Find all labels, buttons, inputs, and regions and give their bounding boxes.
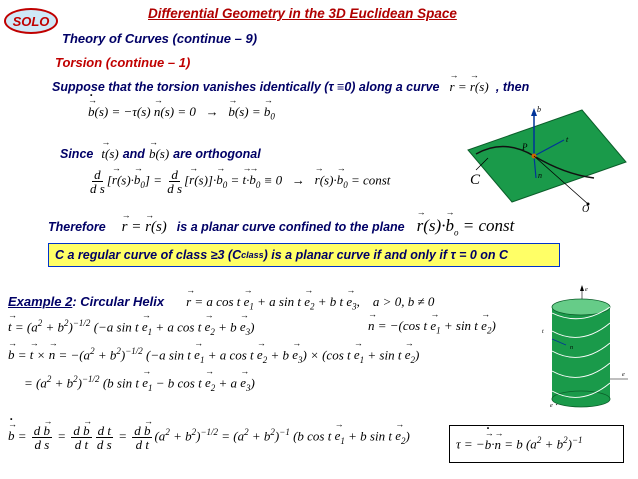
and-text: and	[122, 147, 145, 161]
binormal-derivative-formula: → b · = $\frac{d \to b}{\text{d s}}$ = $\frac{d \to b}{\text{d t}}$ $\frac{\text{d t}}{\text{d s}}$ = $\frac{d \to b}{\text{d t}}$ $(a^2 + b^2)^{-1/2} = (a^2 + b^2)^{-1}$ (b $\cos t \to e_1 + b$ $\sin t \to e_2$)	[8, 424, 410, 451]
section-heading: Theory of Curves (continue – 9)	[62, 31, 258, 46]
svg-text:e: e	[622, 372, 625, 378]
solo-logo-text: SOLO	[12, 13, 50, 29]
svg-text:t: t	[542, 329, 544, 335]
therefore-text: Therefore	[48, 220, 106, 234]
origin-label: O	[582, 204, 590, 214]
derivative-formula: $\frac{d}{\text{d s}}$ [→ $r(s)\cdot\to b_0$] = $\frac{d}{\text{d s}}$ [→ $r(s)]\cdot\to b_0$ = → $t\cdot\to b_0 \equiv 0$ → → $r(s)\cdot\to b_0$ = const	[88, 168, 390, 195]
planar-curve-formula: → r = → r(s)	[122, 219, 167, 235]
slide-title: Differential Geometry in the 3D Euclidean Space	[148, 6, 457, 21]
point-p-label: P	[522, 142, 528, 152]
torsion-result-formula: τ = −→ b ··→ n = b $(a^2 + b^2)^{-1}$	[456, 435, 583, 452]
tangent-symbol: → t(s)	[101, 146, 118, 161]
circular-helix-figure	[532, 283, 632, 419]
plane-equation: → $r(s)\cdot\to b_o$ = const	[417, 216, 515, 235]
example-label: Example 2	[8, 294, 73, 309]
example-name: : Circular Helix	[72, 294, 165, 309]
suppose-text: Suppose that the torsion vanishes identically (τ ≡0) along a curve	[52, 80, 440, 94]
svg-text:b: b	[537, 105, 541, 114]
svg-text:e: e	[585, 287, 588, 293]
solo-logo	[4, 8, 58, 34]
binormal-symbol: → b(s)	[149, 146, 169, 161]
subsection-heading: Torsion (continue – 1)	[55, 55, 191, 70]
helix-binormal-result: = $(a^2 + b^2)^{-1/2}$ (b $\sin t \to e_1 - b$ $\cos t \to e_2 + a \to e_3$)	[24, 374, 255, 393]
svg-text:t: t	[566, 135, 569, 144]
planar-confined-text: is a planar curve confined to the plane	[176, 220, 405, 234]
svg-text:n: n	[570, 345, 573, 351]
helix-equation: → r = a $\cos t \to e_1 + a$ $\sin t \to e_2 + b$ $t \to e_3$, a > 0, b ≠ 0	[186, 294, 434, 309]
then-text: , then	[495, 80, 530, 94]
suppose-line	[52, 78, 529, 96]
since-text: Since	[60, 147, 94, 161]
since-line	[60, 145, 261, 163]
svg-text:n: n	[538, 171, 542, 180]
curve-label: C	[470, 172, 481, 188]
helix-tangent-formula: → $t = (a^2 + b^2)^{-1/2}$ (−a $\sin t \to e_1 + a$ $\cos t \to e_2 + b \to e_3$)	[8, 318, 255, 337]
cylinder-body	[552, 307, 610, 399]
theorem-rest: ) is a planar curve if and only if τ = 0 on C	[263, 248, 509, 262]
svg-text:e: e	[550, 403, 553, 409]
helix-binormal-formula: → b = → t × → $n = -(a^2 + b^2)^{-1/2}$ (−a $\sin t \to e_1 + a$ $\cos t \to e_2 + b \to e_3) \times (\cos$ $t \to e_1 + \sin t \to e_2$)	[8, 346, 419, 365]
orthogonal-text: are orthogonal	[173, 147, 261, 161]
curve-def-formula: → r = → r(s)	[450, 79, 492, 94]
frenet-torsion-formula: → b ·(s) = −τ(s) → n(s) = 0 → → b(s) = → $b_0$	[88, 104, 275, 122]
cylinder-bottom	[552, 391, 610, 407]
therefore-line	[48, 216, 514, 237]
osculating-plane-figure	[464, 98, 630, 214]
theorem-text: C a regular curve of class ≥3 (C	[55, 248, 242, 262]
theorem-box	[48, 243, 560, 267]
torsion-result-box	[449, 425, 624, 463]
theorem-sup: class	[241, 250, 264, 260]
helix-normal-formula: → n = −(cos $t \to e_1 + \sin t \to e_2$)	[368, 318, 496, 336]
